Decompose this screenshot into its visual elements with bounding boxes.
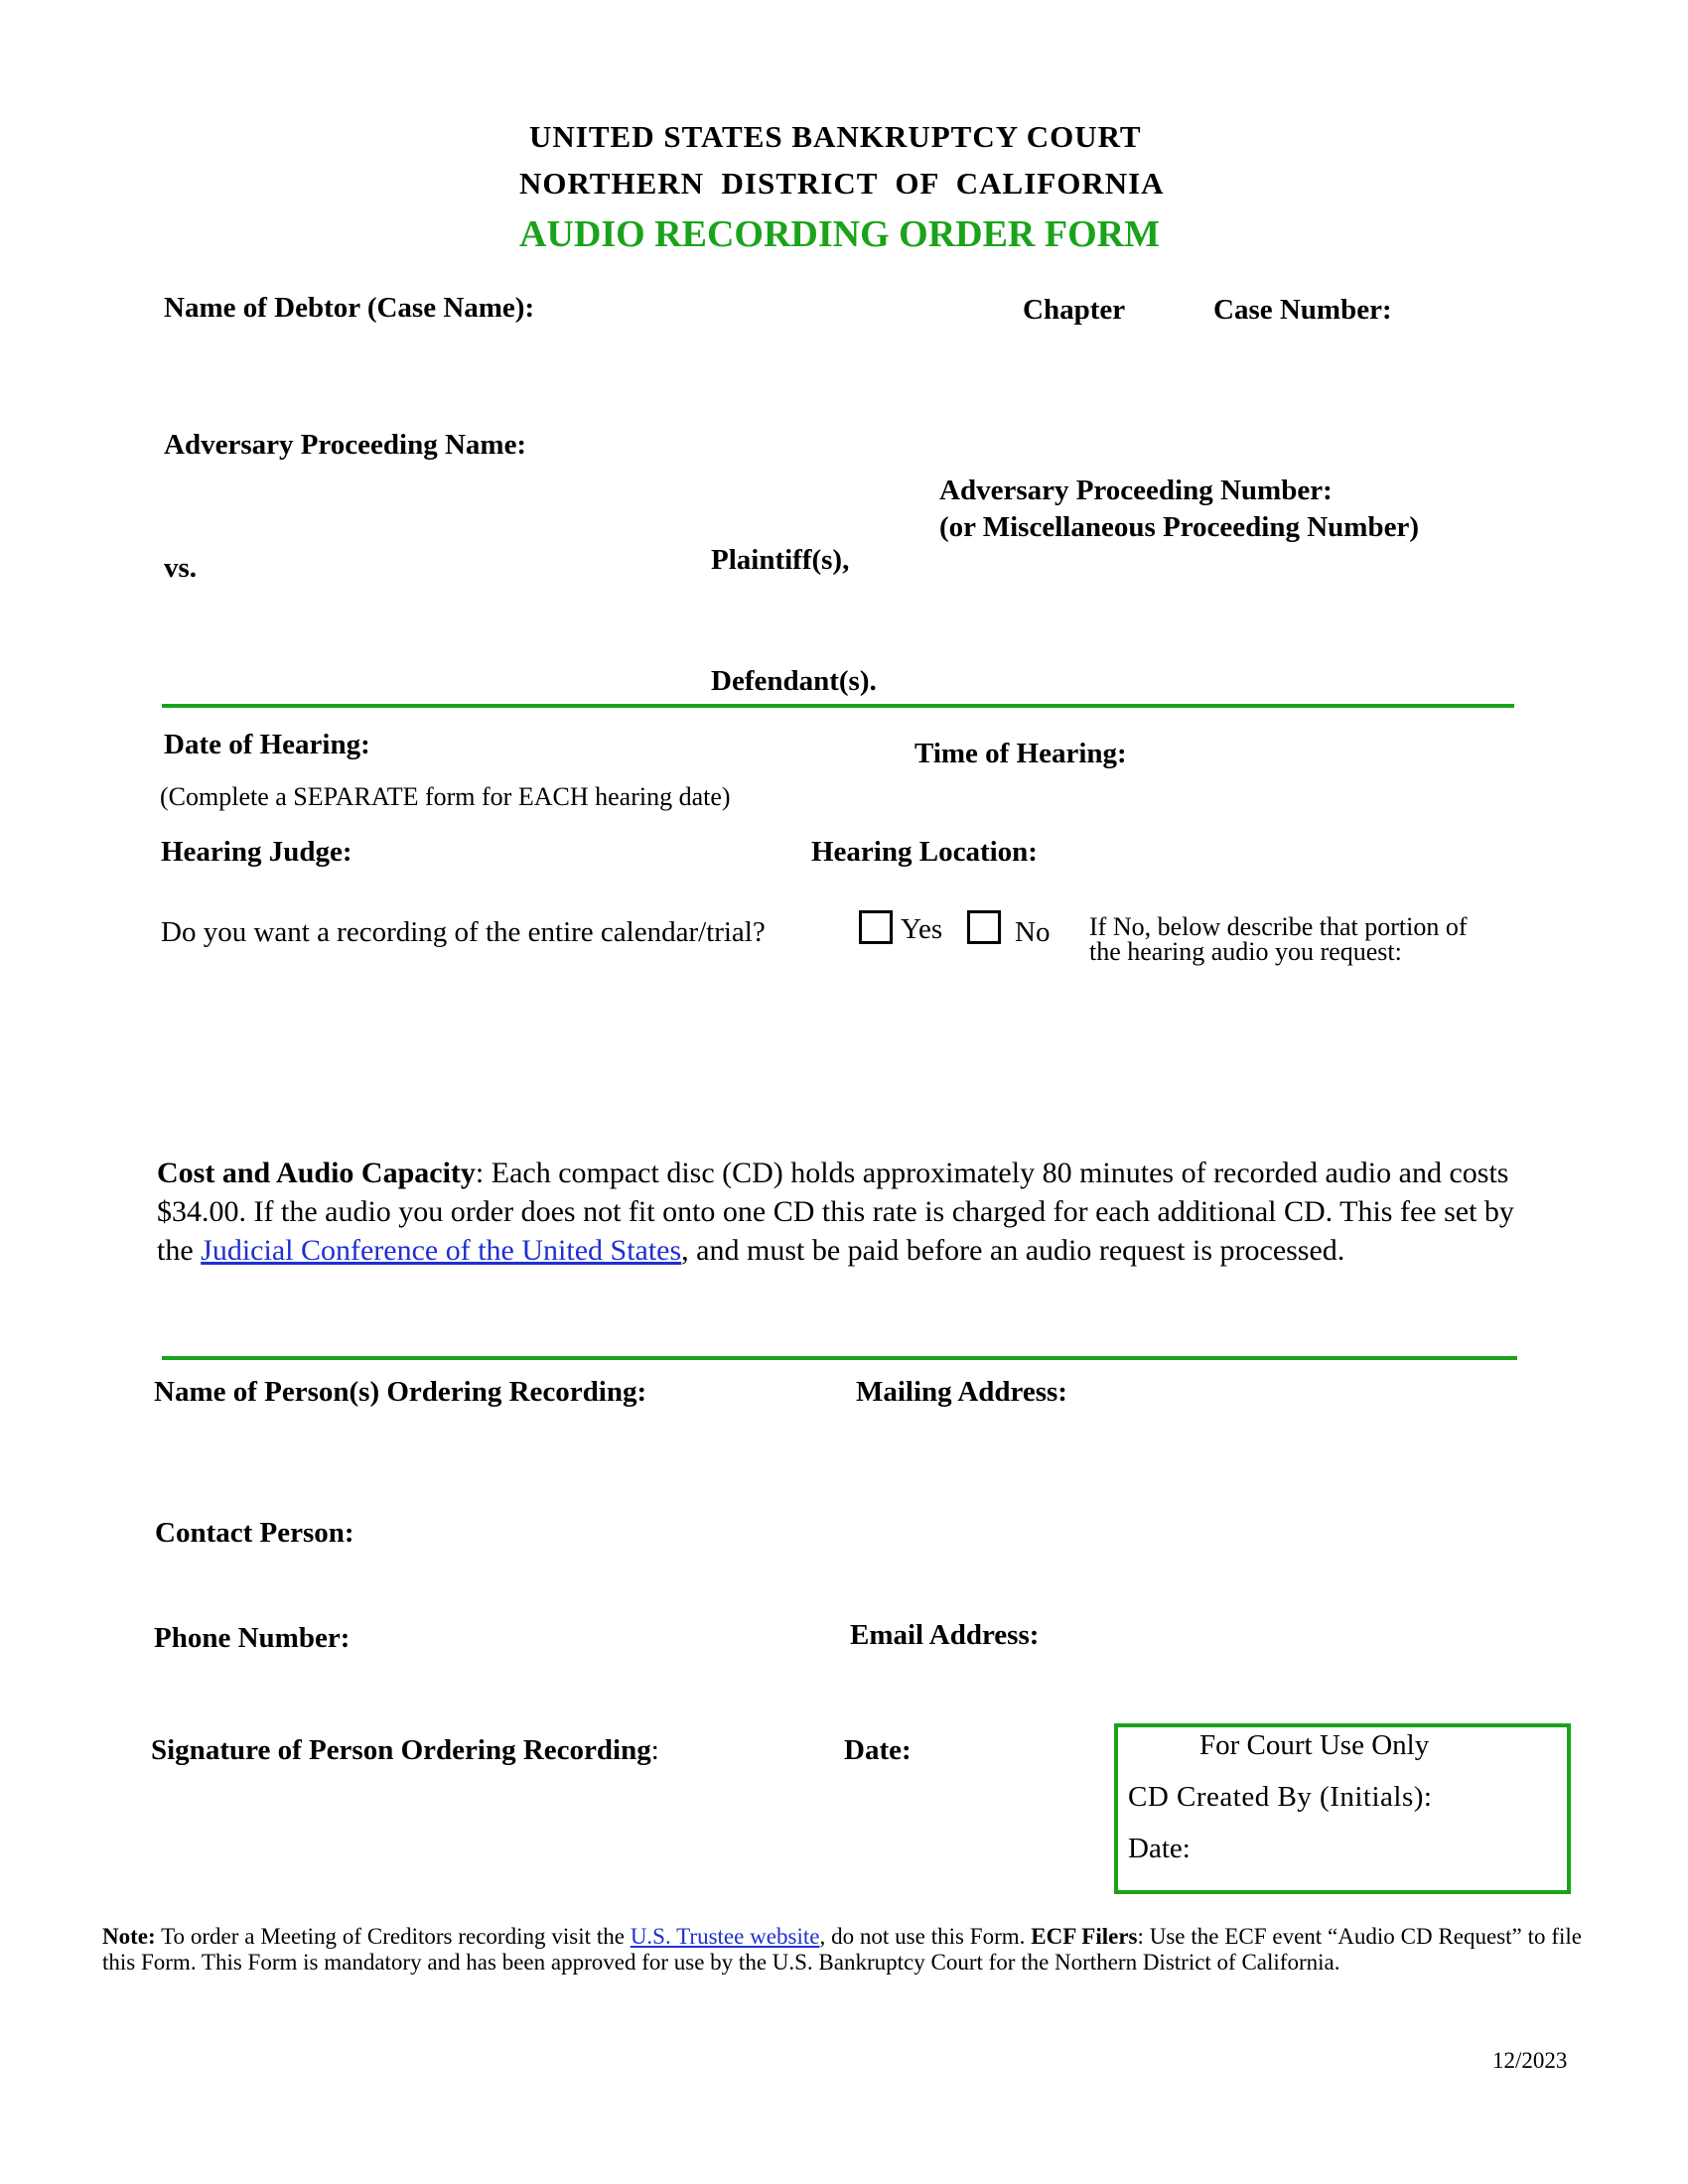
hearing-date-label: Date of Hearing: [164, 729, 370, 760]
yes-label: Yes [901, 913, 943, 945]
contact-person-label: Contact Person: [155, 1517, 354, 1549]
orderer-name-label: Name of Person(s) Ordering Recording: [154, 1376, 647, 1408]
note-text-2: , do not use this Form. [819, 1924, 1032, 1949]
mailing-address-label: Mailing Address: [856, 1376, 1067, 1408]
cost-text-part2: , and must be paid before an audio request is processed. [681, 1234, 1345, 1267]
no-checkbox[interactable] [967, 910, 1001, 944]
plaintiff-label: Plaintiff(s), [711, 544, 850, 576]
section-divider-2 [162, 1356, 1517, 1360]
hearing-location-label: Hearing Location: [811, 836, 1038, 868]
court-name: UNITED STATES BANKRUPTCY COURT [529, 119, 1142, 154]
court-use-box [1114, 1723, 1571, 1894]
cd-created-by-label: CD Created By (Initials): [1128, 1781, 1433, 1813]
ecf-filers-heading: ECF Filers [1031, 1924, 1138, 1949]
court-use-date-label: Date: [1128, 1833, 1191, 1864]
case-number-label: Case Number: [1213, 294, 1392, 326]
phone-number-label: Phone Number: [154, 1622, 351, 1654]
signature-date-label: Date: [844, 1734, 912, 1766]
cost-capacity-heading: Cost and Audio Capacity [157, 1157, 476, 1189]
judicial-conference-link[interactable]: Judicial Conference of the United States [201, 1234, 682, 1267]
no-label: No [1015, 916, 1051, 948]
form-title: AUDIO RECORDING ORDER FORM [519, 213, 1160, 255]
chapter-label: Chapter [1023, 294, 1126, 326]
hearing-time-label: Time of Hearing: [914, 738, 1127, 769]
section-divider-1 [162, 704, 1514, 708]
cost-capacity-paragraph [157, 1154, 1527, 1270]
revision-date: 12/2023 [1492, 2048, 1568, 2073]
court-use-title: For Court Use Only [1199, 1729, 1430, 1761]
vs-label: vs. [164, 552, 198, 584]
if-no-instruction-line2: the hearing audio you request: [1089, 937, 1402, 966]
cost-text-part1: : Each compact disc (CD) holds approximately 80 minutes of recorded audio and costs $34.00. If the audio you order does not fit onto one CD this rate is charged for each additional CD. This fee set by the [157, 1157, 1514, 1267]
note-heading: Note: [102, 1924, 156, 1949]
hearing-judge-label: Hearing Judge: [161, 836, 352, 868]
signature-colon: : [650, 1734, 659, 1766]
separate-form-note: (Complete a SEPARATE form for EACH hearing date) [160, 782, 731, 811]
signature-label [151, 1734, 659, 1767]
yes-checkbox[interactable] [859, 910, 893, 944]
note-text-3: : Use the ECF event “Audio CD Request” to file this Form. This Form is mandatory and has been approved for use by the U.S. Bankruptcy Court for the Northern District of California. [102, 1924, 1583, 1975]
defendant-label: Defendant(s). [711, 665, 877, 697]
entire-recording-question: Do you want a recording of the entire calendar/trial? [161, 916, 766, 948]
debtor-name-label: Name of Debtor (Case Name): [164, 292, 535, 324]
adversary-number-label: Adversary Proceeding Number: [939, 475, 1333, 506]
misc-number-label: (or Miscellaneous Proceeding Number) [939, 511, 1419, 543]
note-text-1: To order a Meeting of Creditors recording visit the [155, 1924, 631, 1949]
if-no-instruction-line1: If No, below describe that portion of [1089, 912, 1468, 941]
us-trustee-link[interactable]: U.S. Trustee website [630, 1924, 820, 1949]
district-name: NORTHERN DISTRICT OF CALIFORNIA [519, 166, 1165, 201]
email-address-label: Email Address: [850, 1619, 1040, 1651]
signature-label-text: Signature of Person Ordering Recording [151, 1734, 651, 1766]
footer-note [102, 1924, 1582, 1976]
adversary-name-label: Adversary Proceeding Name: [164, 429, 527, 461]
